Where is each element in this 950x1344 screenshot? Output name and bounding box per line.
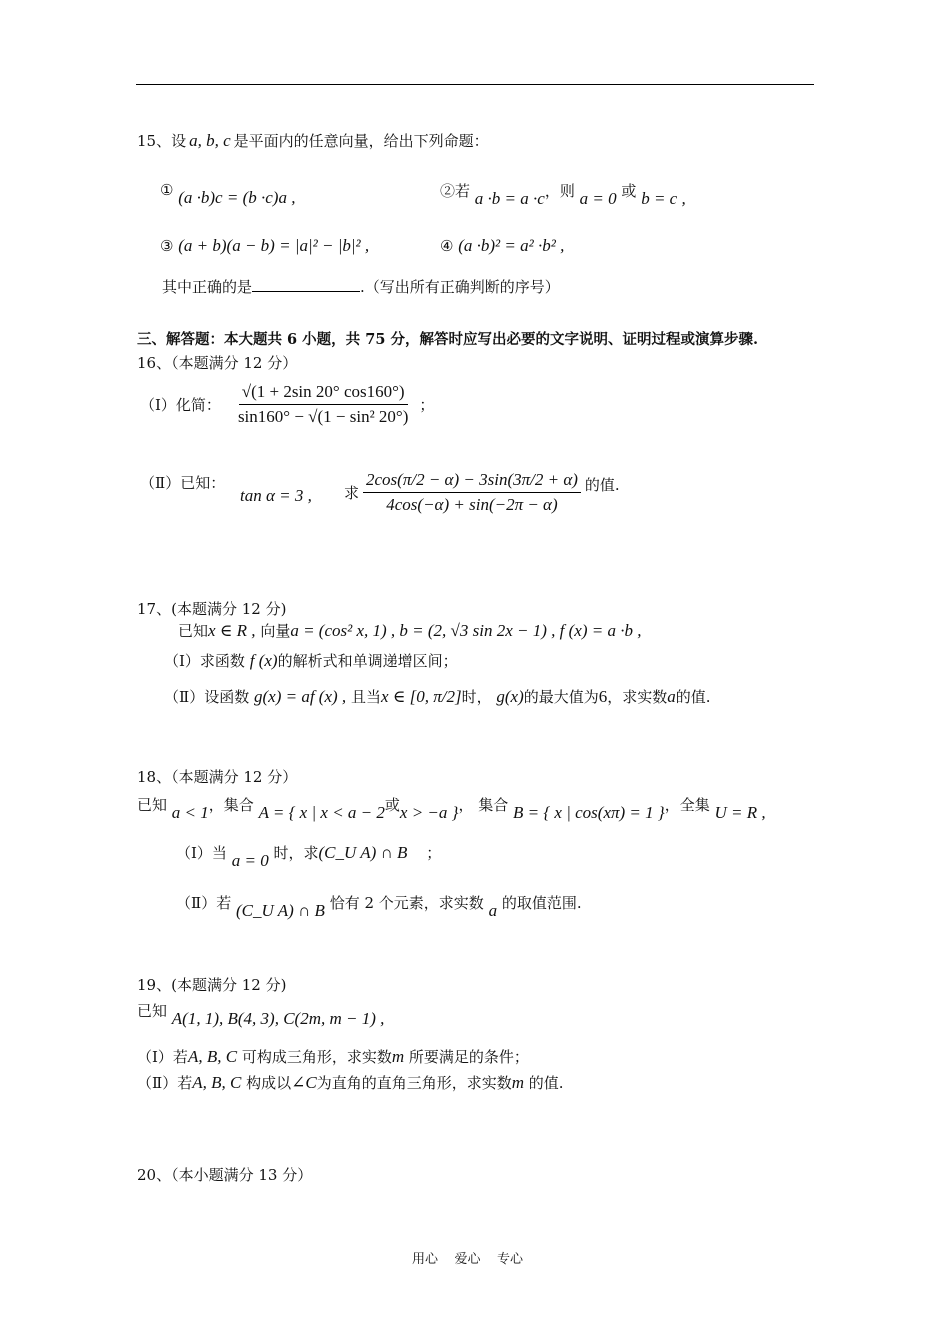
q15-answer-line: [162, 276, 560, 297]
q17-given-text-2: 向量: [260, 622, 291, 640]
q19-p2-text-3: 的值.: [528, 1074, 564, 1092]
q19-p2-text-1: 构成以: [246, 1074, 292, 1092]
q17-p2-formula-5: a: [667, 687, 676, 706]
q19-title: 19、(本题满分 12 分): [137, 976, 287, 994]
q16-p2-numerator: 2cos(π/2 − α) − 3sin(3π/2 + α): [363, 470, 581, 493]
q18-given-text-3: ， 集合: [458, 796, 509, 814]
q18-given: [137, 794, 766, 822]
q17-title: 17、(本题满分 12 分): [137, 600, 287, 618]
q18-p2-formula-2: a: [488, 901, 498, 920]
q16-p2-expression: [344, 470, 620, 515]
q16-p1-fraction: [235, 382, 411, 427]
prop-2-formula-c: b = c ,: [641, 189, 686, 208]
q15-prop-4: [440, 236, 564, 256]
q16-p2-given: tan α = 3 ,: [240, 486, 312, 505]
q18-given-or: 或: [384, 796, 400, 814]
q18-p1-end: ；: [426, 844, 442, 862]
q19-p2-formula-2: ∠C: [291, 1073, 317, 1092]
q17-given: [178, 620, 641, 641]
prop-2-formula-b: a = 0: [579, 189, 617, 208]
q19-part-1: [137, 1046, 529, 1067]
q16-p1-label: （Ⅰ）化简：: [140, 396, 221, 414]
q15-prop-3: [160, 236, 369, 256]
q18-title: 18、（本题满分 12 分）: [137, 768, 298, 786]
q15-prop-1: [160, 180, 296, 207]
section-heading: 三、解答题：本大题共 6 小题，共 75 分，解答时应写出必要的文字说明、证明过程或演算步骤.: [137, 331, 759, 348]
prop-4-marker: ④: [440, 237, 454, 255]
q18-given-formula-4: B = { x | cos(xπ) = 1 }: [513, 803, 665, 822]
q17-p2-label: （Ⅱ）设函数: [164, 688, 250, 706]
prop-1-formula: (a ·b)c = (b ·c)a ,: [178, 188, 296, 207]
q18-given-text-2: ，集合: [208, 796, 254, 814]
prop-2-or: 或: [621, 182, 637, 200]
q15-intro-text-2: 是平面内的任意向量，给出下列命题：: [233, 132, 489, 150]
header-rule: [136, 84, 814, 85]
q16-p1-denominator: sin160° − √(1 − sin² 20°): [237, 407, 409, 426]
q19-given: [137, 1000, 385, 1028]
q19-p2-text-2: 为直角的直角三角形，求实数: [316, 1074, 512, 1092]
q18-p2-text-1: 恰有 2 个元素，求实数: [329, 894, 484, 912]
q19-given-formula: A(1, 1), B(4, 3), C(2m, m − 1) ,: [171, 1009, 385, 1028]
q19-part-2: [137, 1072, 564, 1093]
q19-p2-label: （Ⅱ）若: [137, 1074, 193, 1092]
q18-p2-label: （Ⅱ）若: [176, 894, 232, 912]
q16-part-1: [140, 382, 434, 427]
prop-2-then: ，则: [544, 182, 575, 200]
q16-part-2: [140, 472, 225, 493]
q19-p1-text-1: 可构成三角形，求实数: [241, 1048, 392, 1066]
q19-p1-formula-1: A, B, C: [187, 1047, 238, 1066]
q18-p1-text: 时，求: [273, 844, 319, 862]
q20-title: 20、（本小题满分 13 分）: [137, 1166, 313, 1184]
q16-p2-ask: 求: [344, 484, 360, 502]
q15-intro-text: 15、设: [137, 132, 187, 150]
q16-p2-end: 的值.: [584, 476, 620, 494]
answer-blank[interactable]: [252, 277, 360, 292]
q18-p2-formula-1: (C_U A) ∩ B: [235, 901, 325, 920]
q18-given-text-4: ，全集: [664, 796, 710, 814]
q18-p1-label: （Ⅰ）当: [176, 844, 227, 862]
answer-note: .（写出所有正确判断的序号）: [360, 278, 560, 296]
q18-p1-formula-2: (C_U A) ∩ B: [318, 843, 408, 862]
q17-part-1: [164, 650, 458, 671]
q19-p1-label: （Ⅰ）若: [137, 1048, 188, 1066]
prop-3-formula: (a + b)(a − b) = |a|² − |b|² ,: [178, 236, 370, 255]
q18-p2-text-2: 的取值范围.: [501, 894, 582, 912]
answer-prompt: 其中正确的是: [162, 278, 253, 296]
q16-title: 16、（本题满分 12 分）: [137, 354, 298, 372]
q16-p1-numerator: √(1 + 2sin 20° cos160°): [239, 382, 408, 405]
q18-given-formula-1: a < 1: [171, 803, 209, 822]
q16-p2-denominator: 4cos(−α) + sin(−2π − α): [386, 495, 558, 514]
q18-p1-formula-1: a = 0: [231, 851, 269, 870]
q17-p2-text-1: 且当: [350, 688, 381, 706]
prop-1-marker: ①: [160, 181, 174, 199]
q17-given-formula-1: x ∈ R ,: [208, 621, 256, 640]
prop-3-marker: ③: [160, 237, 174, 255]
q18-given-formula-5: U = R ,: [714, 803, 766, 822]
prop-2-marker: ②若: [440, 182, 471, 200]
q17-p1-formula: f (x): [249, 651, 278, 670]
q16-p2-fraction: [363, 470, 581, 515]
q15-vars: a, b, c: [189, 131, 231, 150]
page-footer: 用心 爱心 专心: [412, 1252, 524, 1267]
prop-2-formula-a: a ·b = a ·c: [474, 189, 545, 208]
q19-p2-formula-3: m: [511, 1073, 524, 1092]
q19-given-text: 已知: [137, 1002, 168, 1020]
q18-part-1: [176, 842, 442, 870]
q17-p1-text: 的解析式和单调递增区间；: [277, 652, 458, 670]
prop-4-formula: (a ·b)² = a² ·b² ,: [458, 236, 565, 255]
q18-given-formula-3: x > −a }: [399, 803, 459, 822]
q18-given-text: 已知: [137, 796, 168, 814]
q17-p1-label: （Ⅰ）求函数: [164, 652, 245, 670]
q19-p2-formula-1: A, B, C: [192, 1073, 242, 1092]
q17-p2-formula-4: 6: [598, 687, 608, 706]
q17-p2-formula-1: g(x) = af (x) ,: [253, 687, 347, 706]
q17-p2-text-4: ，求实数: [607, 688, 668, 706]
q17-given-text: 已知: [178, 622, 209, 640]
q16-p1-end: ；: [419, 396, 435, 414]
q17-p2-text-3: 的最大值为: [523, 688, 599, 706]
q16-p2-label: （Ⅱ）已知：: [140, 474, 226, 492]
q17-part-2: [164, 686, 711, 707]
q17-p2-formula-3: g(x): [496, 687, 524, 706]
q17-p2-formula-2: x ∈ [0, π/2]: [380, 687, 462, 706]
q17-p2-text-2: 时，: [461, 688, 492, 706]
q19-p1-text-2: 所要满足的条件；: [408, 1048, 529, 1066]
q18-part-2: [176, 892, 582, 920]
q18-given-formula-2: A = { x | x < a − 2: [258, 803, 385, 822]
q15-prop-2: [440, 180, 686, 208]
q17-given-formula-2: a = (cos² x, 1) , b = (2, √3 sin 2x − 1) , f (x) = a ·b ,: [290, 621, 642, 640]
q19-p1-formula-2: m: [391, 1047, 405, 1066]
q15-intro: [137, 130, 489, 151]
q17-p2-text-5: 的值.: [675, 688, 711, 706]
